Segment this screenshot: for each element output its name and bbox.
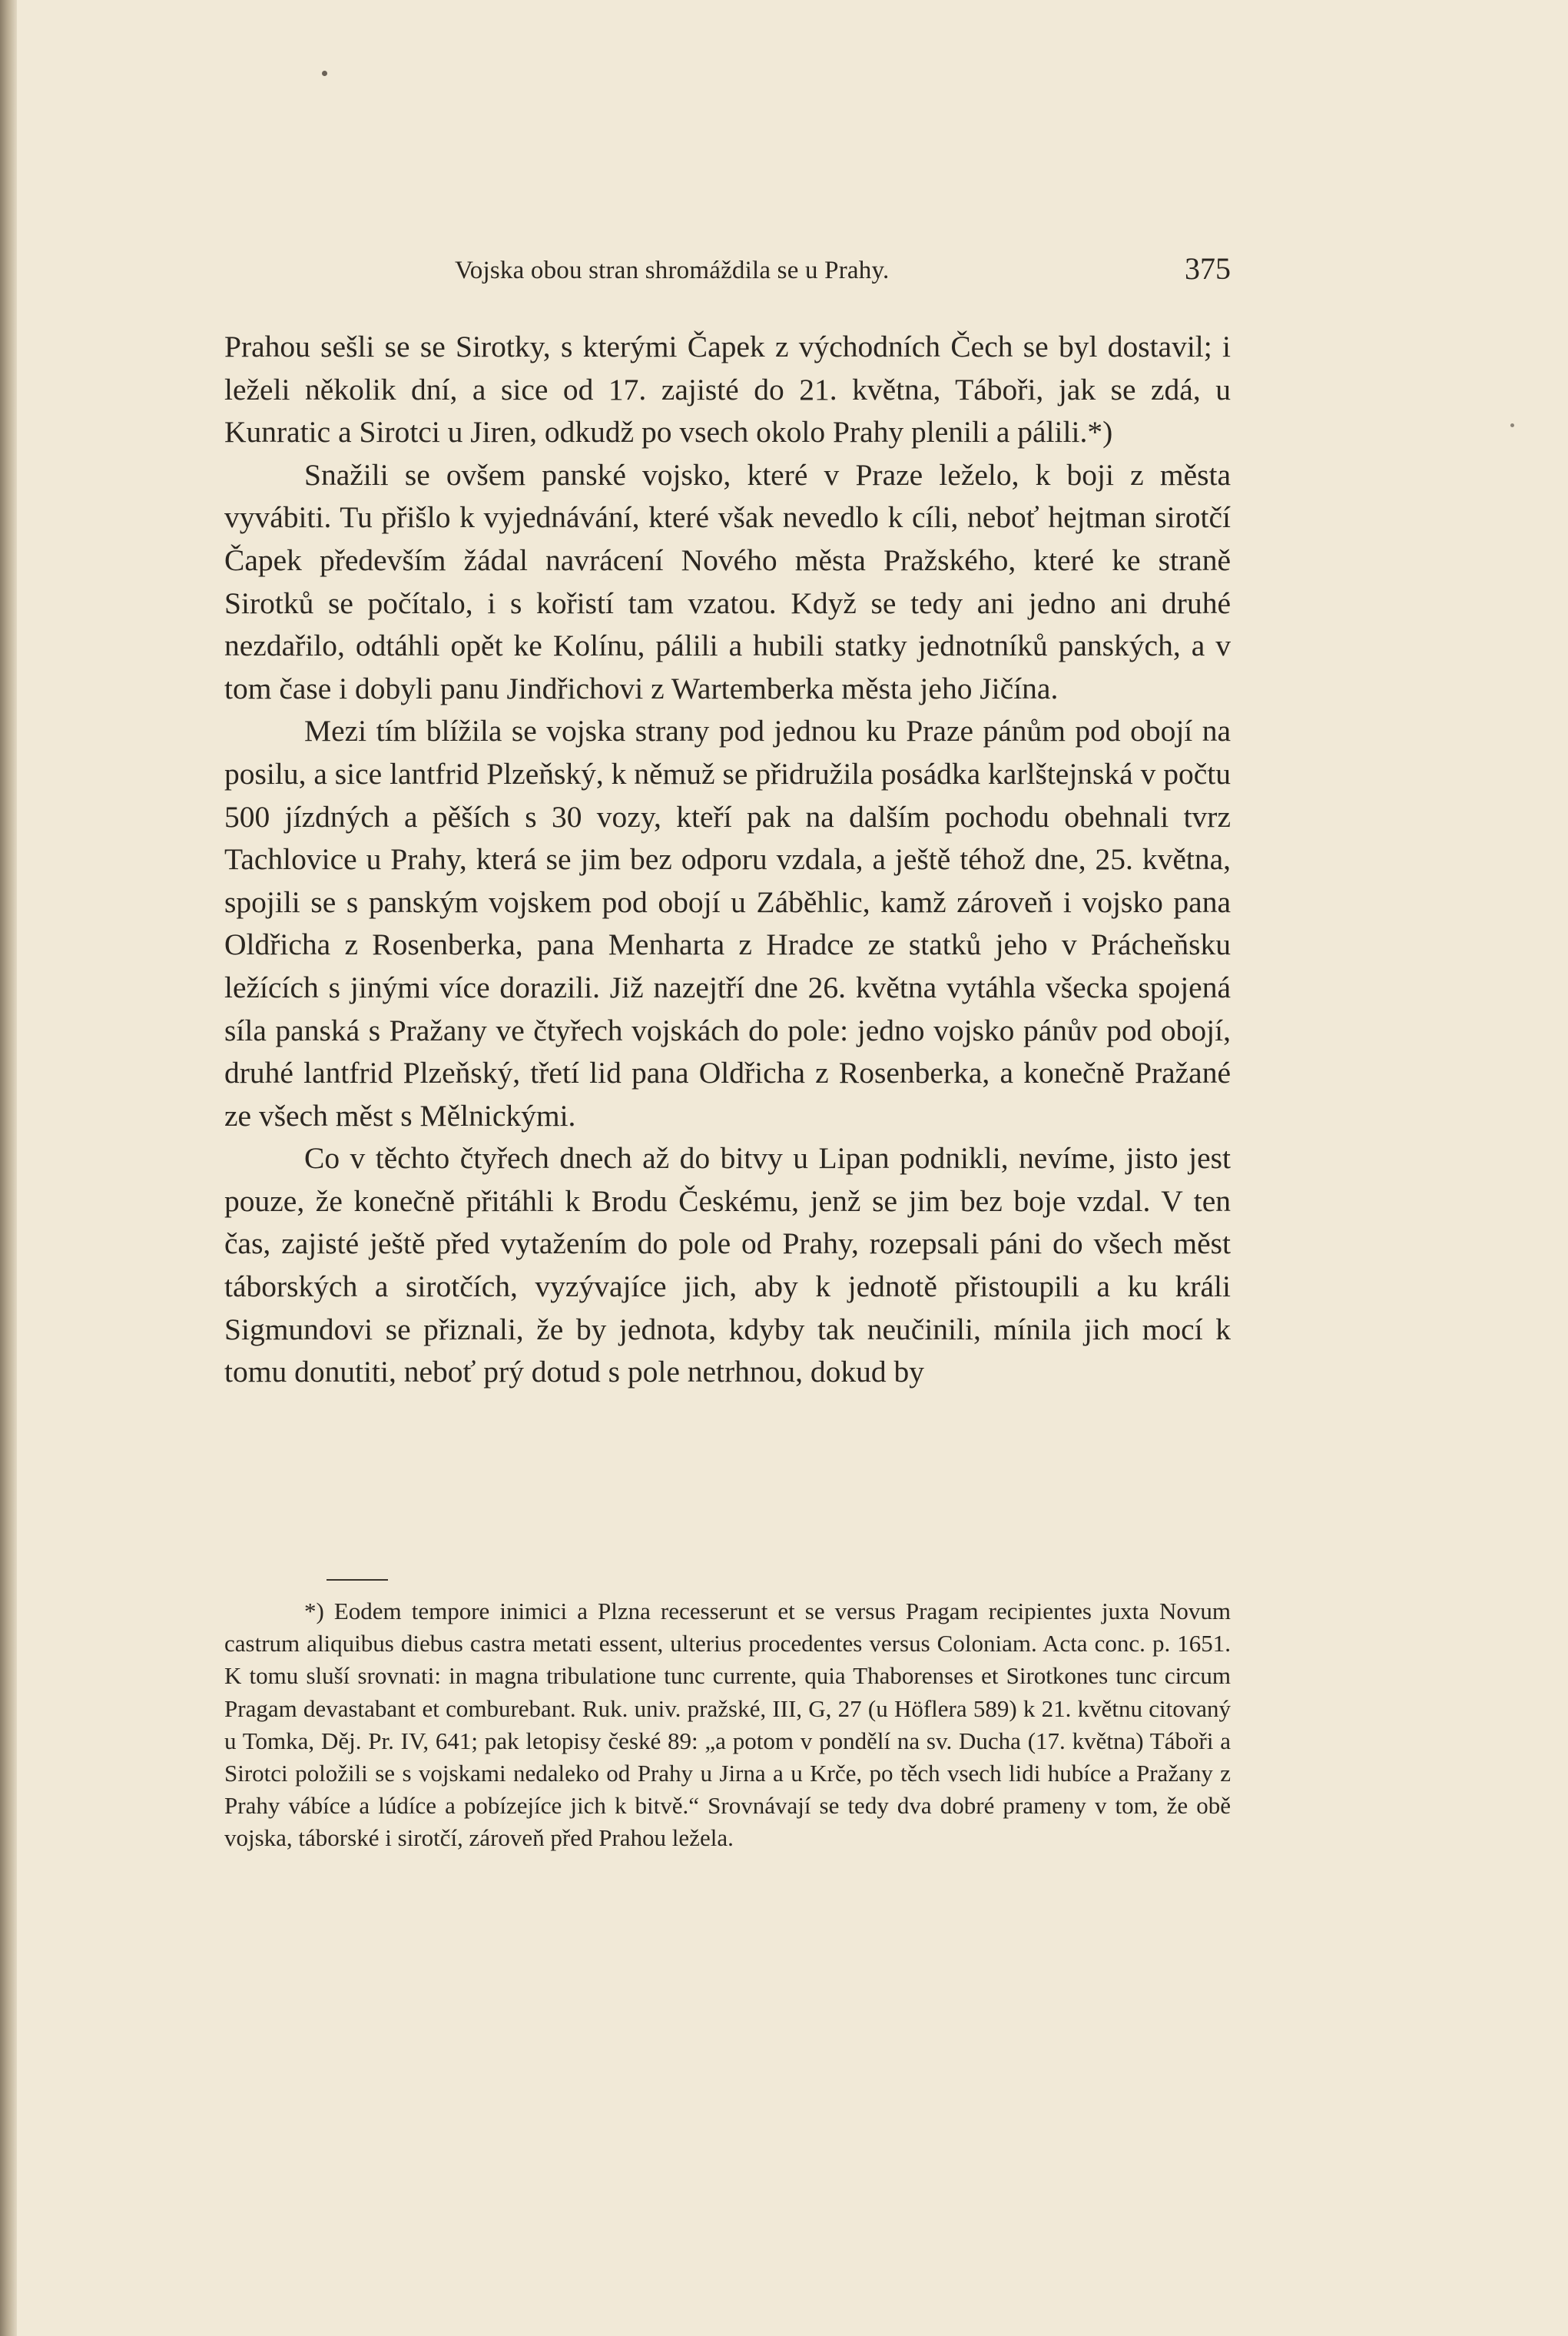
- book-spine-shadow: [0, 0, 17, 2336]
- page-number: 375: [1185, 251, 1231, 286]
- main-text: [224, 326, 1231, 1394]
- running-head-title: Vojska obou stran shromáždila se u Prahy.: [455, 257, 890, 284]
- paragraph-3: Mezi tím blížila se vojska strany pod jednou ku Praze pánům pod obojí na posilu, a sice lantfrid Plzeňský, k němuž se přidružila posádka karlštejnská v počtu 500 jízdných a pěších s 30 vozy, kteří pak na dalším pochodu obehnali tvrz Tachlovice u Prahy, která se jim bez odporu vzdala, a ještě téhož dne, 25. května, spojili se s panským vojskem pod obojí u Záběhlic, kamž zároveň i vojsko pana Oldřicha z Rosenberka, pana Menharta z Hradce ze statků jeho v Prácheňsku ležících s jinými více dorazili. Již nazejtří dne 26. května vytáhla všecka spojená síla panská s Pražany ve čtyřech vojskách do pole: jedno vojsko pánův pod obojí, druhé lantfrid Plzeňský, třetí lid pana Oldřicha z Rosenberka, a konečně Pražané ze všech měst s Mělnickými.: [224, 714, 1231, 1133]
- paragraph-4: Co v těchto čtyřech dnech až do bitvy u Lipan podnikli, nevíme, jisto jest pouze, že konečně přitáhli k Brodu Českému, jenž se jim bez boje vzdal. V ten čas, zajisté ještě před vytažením do pole od Prahy, rozepsali páni do všech měst táborských a sirotčích, vyzývajíce jich, aby k jednotě přistoupili a ku králi Sigmundovi se přiznali, že by jednota, kdyby tak neučinili, mínila jich mocí k tomu donutiti, neboť prý dotud s pole netrhnou, dokud by: [224, 1141, 1231, 1389]
- footnote-separator: [327, 1579, 388, 1581]
- paragraph-1: Prahou sešli se se Sirotky, s kterými Čapek z východních Čech se byl dostavil; i leželi několik dní, a sice od 17. zajisté do 21. května, Táboři, jak se zdá, u Kunratic a Sirotci u Jiren, odkudž po vsech okolo Prahy plenili a pálili.*): [224, 330, 1231, 450]
- paragraph-2: Snažili se ovšem panské vojsko, které v Praze leželo, k boji z města vyvábiti. Tu přišlo k vyjednávání, které však nevedlo k cíli, neboť hejtman sirotčí Čapek především žádal navrácení Nového města Pražského, které ke straně Sirotků se počítalo, i s kořistí tam vzatou. Když se tedy ani jedno ani druhé nezdařilo, odtáhli opět ke Kolínu, pálili a hubili statky jednotníků panských, a v tom čase i dobyli panu Jindřichovi z Wartemberka města jeho Jičína.: [224, 457, 1231, 705]
- paper-speck: [322, 71, 327, 76]
- running-head: [224, 252, 1231, 289]
- paper-speck: [1510, 423, 1514, 427]
- footnote: *) Eodem tempore inimici a Plzna recesserunt et se versus Pragam recipientes juxta Novum castrum aliquibus diebus castra metati essent, ulterius procedentes versus Coloniam. Acta conc. p. 1651. K tomu sluší srovnati: in magna tribulatione tunc currente, quia Thaborenses et Sirotkones tunc circum Pragam devastabant et comburebant. Ruk. univ. pražské, III, G, 27 (u Höflera 589) k 21. květnu citovaný u Tomka, Děj. Pr. IV, 641; pak letopisy české 89: „a potom v pondělí na sv. Ducha (17. května) Táboři a Sirotci položili se s vojskami nedaleko od Prahy u Jirna a u Krče, po těch vsech lidi hubíce a Pražany z Prahy vábíce a lúdíce a pobízejíce jich k bitvě.“ Srovnávají se tedy dva dobré prameny v tom, že obě vojska, táborské i sirotčí, zároveň před Prahou ležela.: [224, 1598, 1231, 1852]
